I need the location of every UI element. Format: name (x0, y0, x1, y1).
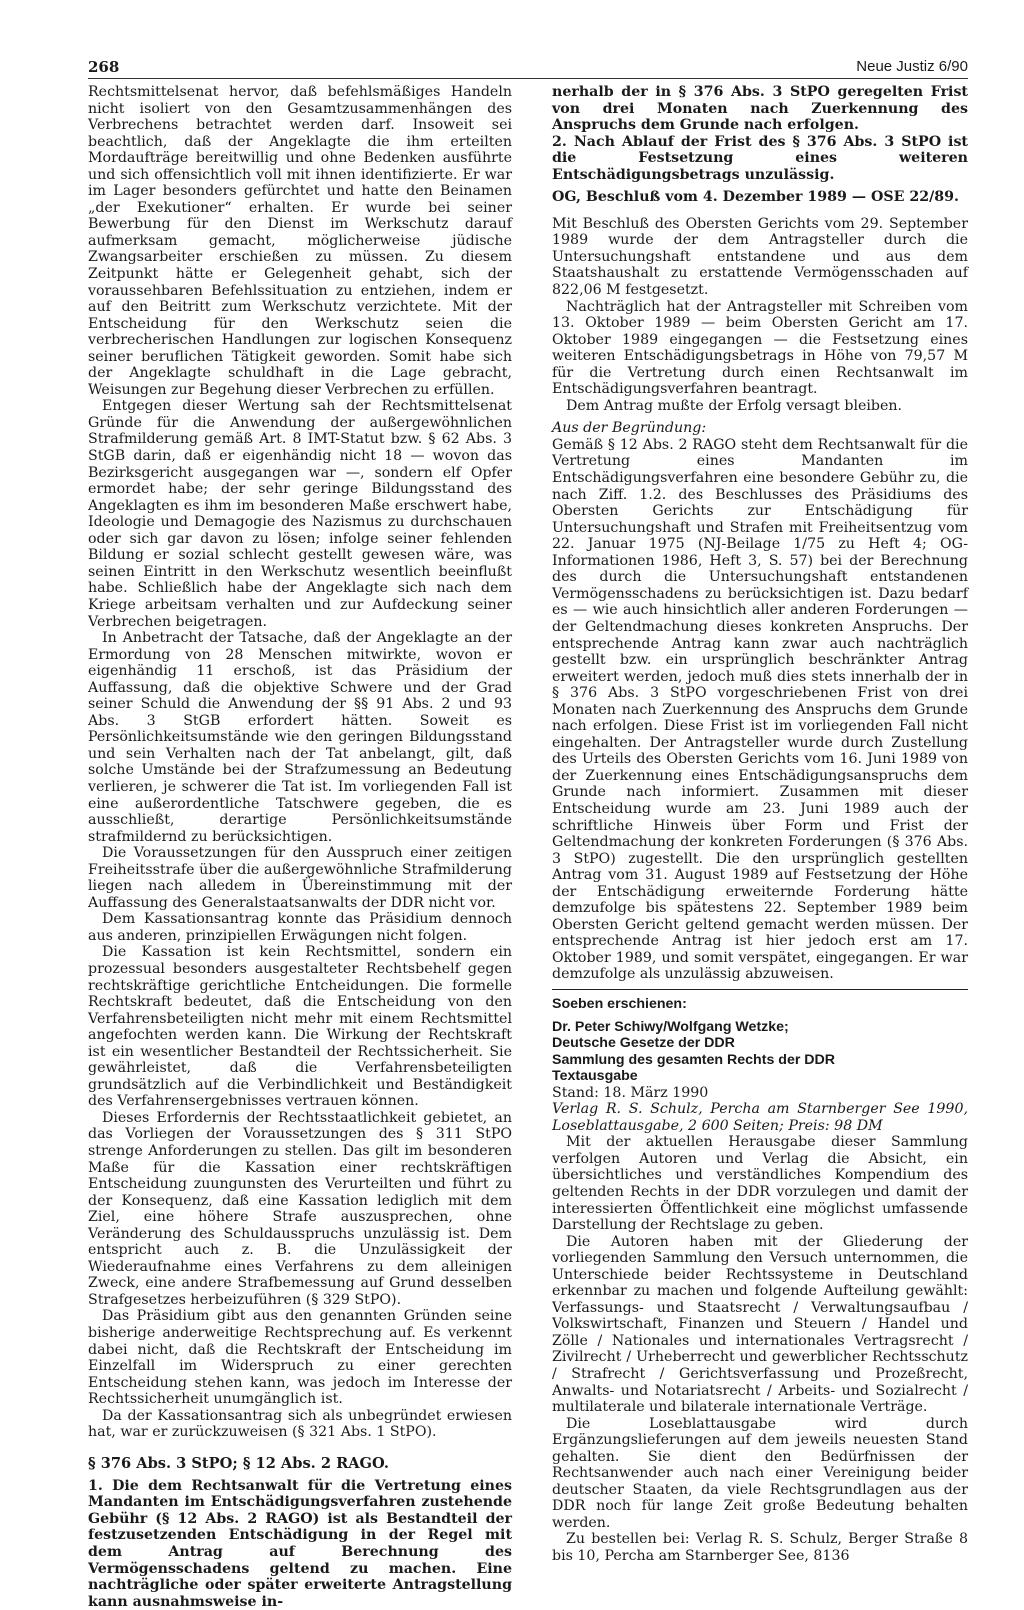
order-info: Zu bestellen bei: Verlag R. S. Schulz, Berger Straße 8 bis 10, Percha am Starnberger See, 8136 (552, 1531, 968, 1565)
facts-paragraph: Mit Beschluß des Obersten Gerichts vom 29. September 1989 wurde der dem Antragsteller durch die Untersuchungshaft entstandene und aus dem Staatshaushalt zu erstattende Vermögensschaden auf 822,06 M festgesetzt. (552, 215, 968, 299)
right-column (552, 84, 968, 1565)
facts-paragraph: Dem Antrag mußte der Erfolg versagt bleiben. (566, 397, 903, 414)
headnote-1: 1. Die dem Rechtsanwalt für die Vertretung eines Mandanten im Entschädigungsverfahren zustehende Gebühr (§ 12 Abs. 2 RAGO) ist als Bestandteil der festzusetzenden Entschädigung in der Regel mit dem Antrag auf Berechnung des Vermögensschadens geltend zu machen. Eine nachträgliche oder später erweiterte Antragstellung kann ausnahmsweise in- (88, 1477, 512, 1610)
book-edition: Textausgabe (552, 1068, 638, 1085)
body-paragraph: Das Präsidium gibt aus den genannten Gründen seine bisherige anderweitige Rechtsprechung auf. Es verkennt dabei nicht, daß die Rechtskraft der Entscheidung im Einzelfall im Widerspruch zu einer gerechten Entscheidung stehen kann, was jedoch im Interesse der Rechtssicherheit unumgänglich ist. (88, 1308, 512, 1408)
soeben-erschienen-heading: Soeben erschienen: (552, 995, 687, 1012)
body-paragraph: Dieses Erfordernis der Rechtsstaatlichkeit gebietet, an das Vorliegen der Voraussetzungen des § 311 StPO strenge Anforderungen zu stellen. Das gilt im besonderen Maße für die Kassation einer rechtskräftigen Entscheidung zuungunsten des Verurteilten und führt zu der Konsequenz, daß eine Kassation lediglich mit dem Ziel, eine höhere Strafe auszusprechen, ohne Veränderung des Schuldausspruchs unzulässig ist. Dem entspricht auch z. B. die Unzulässigkeit der Wiederaufnahme eines Verfahrens zu dem alleinigen Zweck, eine andere Strafbemessung auf Grund desselben Strafgesetzes herbeizuführen (§ 329 StPO). (88, 1109, 512, 1308)
reasons-label: Aus der Begründung: (552, 420, 707, 437)
section-divider (552, 989, 968, 990)
body-paragraph: Entgegen dieser Wertung sah der Rechtsmittelsenat Gründe für die Anwendung der außergewöhnlichen Strafmilderung gemäß Art. 8 IMT-Statut bzw. § 62 Abs. 3 StGB darin, daß er eigenhändig nicht 18 — wovon das Bezirksgericht ausgegangen war —, sondern elf Opfer ermordet habe; der sehr geringe Bildungsstand des Angeklagten es ihm im besonderen Maße erschwert habe, Ideologie und Demagogie des Nazismus zu durchschauen oder sich gar davon zu lösen; infolge seiner fehlenden Bildung er sozial schlecht gestellt gewesen wäre, was seinen Eintritt in den Werkschutz wesentlich beeinflußt habe. Schließlich habe der Angeklagte sich nach dem Kriege arbeitsam verhalten und zur Aufdeckung seiner Verbrechen beigetragen. (88, 398, 512, 630)
journal-name: Neue Justiz 6/90 (856, 58, 968, 75)
header-rule (88, 78, 968, 79)
body-paragraph: Da der Kassationsantrag sich als unbegründet erwiesen hat, war er zurückzuweisen (§ 321 Abs. 1 StPO). (88, 1407, 512, 1441)
section-heading: § 376 Abs. 3 StPO; § 12 Abs. 2 RAGO. (88, 1454, 389, 1472)
reasons-paragraph: Gemäß § 12 Abs. 2 RAGO steht dem Rechtsanwalt für die Vertretung eines Mandanten im Entschädigungsverfahren eine besondere Gebühr zu, die nach Ziff. 1.2. des Beschlusses des Präsidiums des Obersten Gerichts zur Entschädigung für Untersuchungshaft und Strafen mit Freiheitsentzug vom 22. Januar 1975 (NJ-Beilage 1/75 zu Heft 4; OG-Informationen 1986, Heft 3, S. 57) bei der Berechnung des durch die Untersuchungshaft entstandenen Vermögensschadens zu berücksichtigen ist. Dazu bedarf es — wie auch hinsichtlich aller anderen Forderungen — der Geltendmachung dieses konkreten Anspruchs. Der entsprechende Antrag kann zwar auch nachträglich gestellt bzw. ein ursprünglich beschränkter Antrag erweitert werden, jedoch muß dies stets innerhalb der in § 376 Abs. 3 StPO vorgeschriebenen Frist von drei Monaten nach Zuerkennung des Anspruchs dem Grunde nach erfolgen. Diese Frist ist im vorliegenden Fall nicht eingehalten. Der Antragsteller wurde durch Zustellung des Urteils des Obersten Gerichts vom 16. Juni 1989 von der Zuerkennung eines Entschädigungsanspruchs dem Grunde nach informiert. Zusammen mit dieser Entscheidung wurde am 23. Juni 1989 auch der schriftliche Hinweis über Form und Frist der Geltendmachung der konkreten Forderungen (§ 376 Abs. 3 StPO) zugestellt. Die den ursprünglich gestellten Antrag vom 31. August 1989 auf Festsetzung der Höhe der Entschädigung erweiternde Forderung hätte demzufolge bis spätestens 22. September 1989 beim Obersten Gericht geltend gemacht werden müssen. Der entsprechende Antrag ist hier jedoch erst am 17. Oktober 1989, und somit verspätet, eingegangen. Er war demzufolge als unzulässig abzuweisen. (552, 436, 968, 983)
review-paragraph: Die Autoren haben mit der Gliederung der vorliegenden Sammlung den Versuch unternommen, die Unterschiede beider Rechtssysteme in Deutschland erkennbar zu machen und folgende Aufteilung gewählt: Verfassungs- und Staatsrecht / Verwaltungsaufbau / Volkswirtschaft, Finanzen und Steuern / Handel und Zölle / Nationales und internationales Vertragsrecht / Zivilrecht / Urheberrecht und gewerblicher Rechtsschutz / Strafrecht / Gerichtsverfassung und Prozeßrecht, Anwalts- und Notariatsrecht / Arbeits- und Sozialrecht / multilaterale und bilaterale internationale Verträge. (552, 1233, 968, 1416)
review-paragraph: Die Loseblattausgabe wird durch Ergänzungslieferungen auf dem jeweils neuesten Stand gehalten. Sie dient den Bedürfnissen der Rechtsanwender auch nach einer Vereinigung beider deutscher Staaten, da viele Rechtsgrundlagen aus der DDR noch für lange Zeit große Bedeutung behalten werden. (552, 1415, 968, 1531)
body-paragraph: In Anbetracht der Tatsache, daß der Angeklagte an der Ermordung von 28 Menschen mitwirkte, wovon er eigenhändig 11 erschoß, ist das Präsidium der Auffassung, daß die objektive Schwere und der Grad seiner Schuld die Anwendung der §§ 91 Abs. 2 und 93 Abs. 3 StGB erfordert hätten. Soweit es Persönlichkeitsumstände wie den geringen Bildungsstand und sein Verhalten nach der Tat anbelangt, gilt, daß solche Umstände bei der Strafzumessung an Bedeutung verlieren, je schwerer die Tat ist. Im vorliegenden Fall ist eine außerordentliche Tatschwere gegeben, die es ausschließt, derartige Persönlichkeitsumstände strafmildernd zu berücksichtigen. (88, 630, 512, 845)
decision-citation: OG, Beschluß vom 4. Dezember 1989 — OSE 22/89. (552, 189, 959, 206)
page-number: 268 (88, 58, 120, 76)
headnote-1-continued: nerhalb der in § 376 Abs. 3 StPO geregelten Frist von drei Monaten nach Zuerkennung des Anspruchs dem Grunde nach erfolgen. (552, 84, 968, 134)
page-header (88, 58, 968, 76)
body-paragraph: Dem Kassationsantrag konnte das Präsidium dennoch aus anderen, prinzipiellen Erwägungen nicht folgen. (88, 911, 512, 944)
review-paragraph: Mit der aktuellen Herausgabe dieser Sammlung verfolgen Autoren und Verlag die Absicht, ein übersichtliches und verständliches Kompendium des geltenden Rechts in der DDR vorzulegen und damit der interessierten Öffentlichkeit eine möglichst umfassende Darstellung der Rechtslage zu geben. (552, 1134, 968, 1234)
book-date: Stand: 18. März 1990 (552, 1084, 709, 1101)
body-paragraph: Die Voraussetzungen für den Ausspruch einer zeitigen Freiheitsstrafe über die außergewöhnliche Strafmilderung liegen nach alledem in Übereinstimmung mit der Auffassung des Generalstaatsanwalts der DDR nicht vor. (88, 845, 512, 911)
book-title: Deutsche Gesetze der DDR (552, 1035, 735, 1052)
spacer (88, 1441, 512, 1455)
book-subtitle: Sammlung des gesamten Rechts der DDR (552, 1051, 836, 1068)
facts-paragraph: Nachträglich hat der Antragsteller mit Schreiben vom 13. Oktober 1989 — beim Obersten Gericht am 17. Oktober 1989 eingegangen — die Festsetzung eines weiteren Entschädigungsbetrags in Höhe von 79,57 M für die Vertretung durch einen Rechtsanwalt im Entschädigungsverfahren beantragt. (552, 298, 968, 398)
headnote-2: 2. Nach Ablauf der Frist des § 376 Abs. 3 StPO ist die Festsetzung eines weiteren Entschädigungsbetrags unzulässig. (552, 133, 968, 183)
book-publisher: Verlag R. S. Schulz, Percha am Starnberger See 1990, Loseblattausgabe, 2 600 Seiten; Preis: 98 DM (552, 1101, 968, 1134)
book-authors: Dr. Peter Schiwy/Wolfgang Wetzke; (552, 1018, 789, 1035)
spacer (552, 206, 968, 216)
left-column (88, 84, 512, 1610)
body-paragraph: Die Kassation ist kein Rechtsmittel, sondern ein prozessual besonders ausgestalteter Rechtsbehelf gegen rechtskräftige gerichtliche Entcheidungen. Die formelle Rechtskraft bedeutet, daß die Entscheidung von den Verfahrensbeteiligten nicht mehr mit einem Rechtsmittel angefochten werden kann. Die Wirkung der Rechtskraft ist ein wesentlicher Bestandteil der Rechtssicherheit. Sie gewährleistet, daß die Verfahrensbeteiligten grundsätzlich auf die Verbindlichkeit und Beständigkeit des Verfahrensergebnisses vertrauen können. (88, 944, 512, 1110)
body-paragraph: Rechtsmittelsenat hervor, daß befehlsmäßiges Handeln nicht isoliert von den Gesamtzusammenhängen des Verbrechens betrachtet werden darf. Insoweit sei beachtlich, daß der Angeklagte die ihm erteilten Mordaufträge bereitwillig und ohne Bedenken ausführte und sich offensichtlich voll mit ihnen identifizierte. Er war im Lager besonders gefürchtet und hatte den Beinamen „der Exekutioner“ erhalten. Er wurde bei seiner Bewerbung für den Dienst im Werkschutz darauf aufmerksam gemacht, möglicherweise jüdische Zwangsarbeiter erschießen zu müssen. Zu diesem Zeitpunkt hätte er Gelegenheit gehabt, sich der voraussehbaren Befehlssituation zu entziehen, indem er auf den Beitritt zum Werkschutz verzichtete. Mit der Entscheidung für den Werkschutz seien die verbrecherischen Handlungen zur logischen Konsequenz seiner beruflichen Tätigkeit geworden. Somit habe sich der Angeklagte schuldhaft in die Lage gebracht, Weisungen zur Begehung dieser Verbrechen zu erfüllen. (88, 84, 512, 398)
